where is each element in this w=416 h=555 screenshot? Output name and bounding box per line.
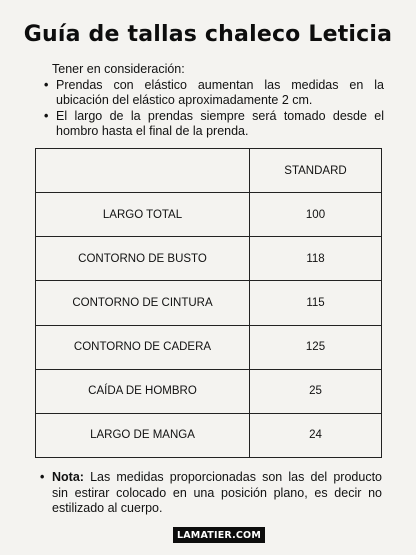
table-row [36,369,382,413]
measure-value: 125 [250,325,382,369]
header-cell-empty [36,149,250,193]
table-row [36,281,382,325]
measure-label: CONTORNO DE BUSTO [36,237,250,281]
table-row [36,237,382,281]
consideration-item: • Prendas con elástico aumentan las medidas en la ubicación del elástico aproximadamente 2 cm. [44,78,384,109]
measure-value: 25 [250,369,382,413]
measure-label: CONTORNO DE CINTURA [36,281,250,325]
footnote-label: Nota: [52,470,84,484]
measure-value: 118 [250,237,382,281]
header-cell-standard: STANDARD [250,149,382,193]
measure-label: LARGO DE MANGA [36,413,250,457]
considerations-block [44,62,384,140]
footnote-text: Las medidas proporcionadas son las del producto sin estirar colocado en una posición plano, es decir no estilizado al cuerpo. [52,470,382,515]
table-row [36,193,382,237]
measure-label: CAÍDA DE HOMBRO [36,369,250,413]
considerations-lead: Tener en consideración: [52,62,185,76]
measure-value: 24 [250,413,382,457]
considerations-list [44,78,384,140]
table-row [36,325,382,369]
measure-label: CONTORNO DE CADERA [36,325,250,369]
consideration-item: • El largo de la prendas siempre será tomado desde el hombro hasta el final de la prenda. [44,109,384,140]
brand-badge[interactable]: LAMATIER.COM [173,527,265,543]
table-header-row [36,149,382,193]
table-row [36,413,382,457]
footnote [40,470,382,517]
page-title: Guía de tallas chaleco Leticia [23,22,393,47]
measure-label: LARGO TOTAL [36,193,250,237]
measure-value: 100 [250,193,382,237]
measure-value: 115 [250,281,382,325]
size-table [35,148,382,458]
